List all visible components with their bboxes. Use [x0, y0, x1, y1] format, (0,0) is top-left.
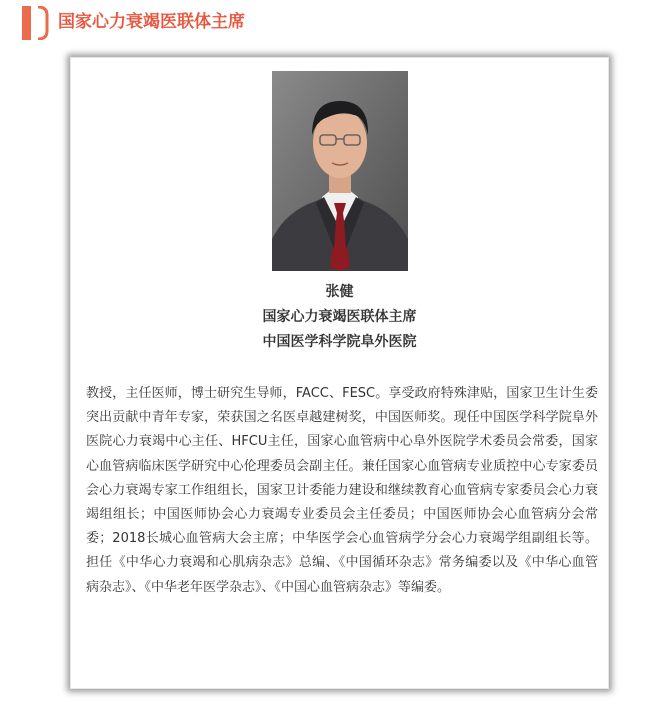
person-institution: 中国医学科学院阜外医院	[262, 334, 417, 350]
section-title: 国家心力衰竭医联体主席	[58, 12, 245, 32]
header-accent-bar	[22, 6, 31, 40]
profile-names	[71, 280, 608, 355]
portrait-photo	[272, 71, 408, 271]
person-bio: 教授，主任医师，博士研究生导师，FACC、FESC。享受政府特殊津贴，国家卫生计生委突出贡献中青年专家，荣获国之名医卓越建树奖，中国医师奖。现任中国医学科学院阜外医院心力衰竭中心主任、HFCU主任，国家心血管病中心阜外医院学术委员会常委，国家心血管病临床医学研究中心伦理委员会副主任。兼任国家心血管病专业质控中心专家委员会心力衰竭专家工作组组长，国家卫计委能力建设和继续教育心血管病专家委员会心力衰竭组组长；中国医师协会心力衰竭专业委员会主任委员；中国医师协会心血管病分会常委；2018长城心血管病大会主席；中华医学会心血管病学分会心力衰竭学组副组长等。担任《中华心力衰竭和心肌病杂志》总编、《中国循环杂志》常务编委以及《中华心血管病杂志》、《中华老年医学杂志》、《中国心血管病杂志》等编委。	[86, 386, 598, 595]
header-bracket-icon	[36, 6, 49, 40]
portrait-illustration	[272, 71, 408, 271]
person-name: 张健	[325, 284, 354, 300]
person-role: 国家心力衰竭医联体主席	[262, 309, 417, 325]
section-header	[0, 0, 660, 46]
profile-card	[70, 57, 609, 689]
